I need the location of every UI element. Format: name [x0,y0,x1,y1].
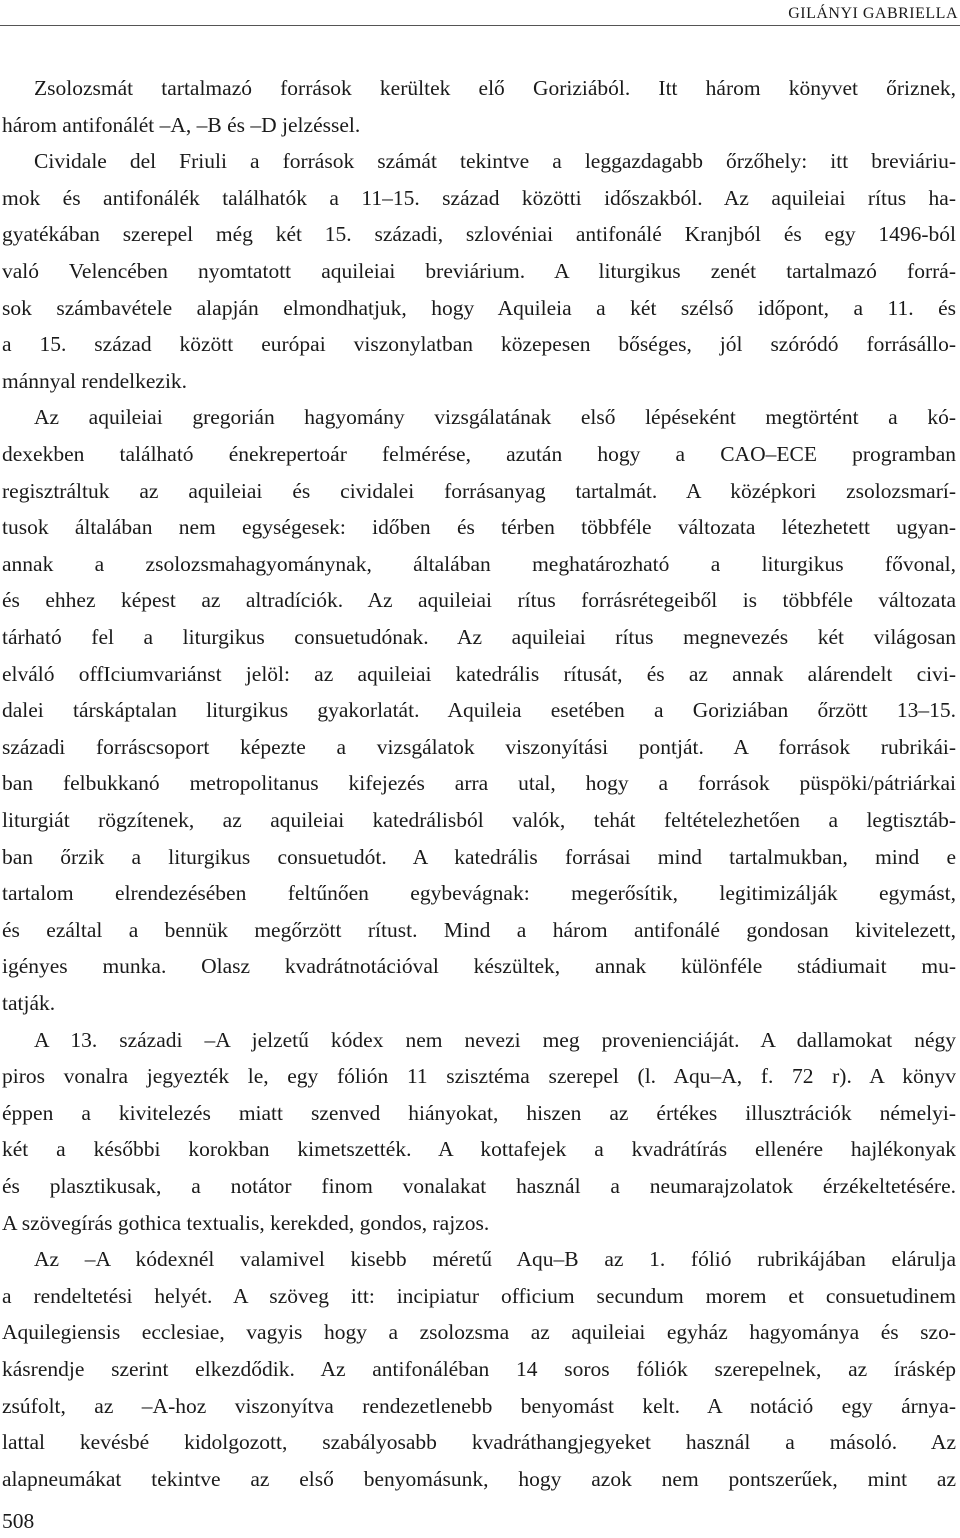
text-line: tusok általában nem egységesek: időben és térben többféle változata létezhetett ugyan- [2,515,956,540]
text-line: A szövegírás gothica textualis, kerekded, gondos, rajzos. [2,1210,490,1235]
text-line: századi forráscsoport képezte a vizsgálatok viszonyítási pontját. A források rubrikái- [2,734,956,759]
text-line: annak a zsolozsmahagyománynak, általában meghatározható a liturgikus fővonal, [2,551,956,576]
text-line: gyatékában szerepel még két 15. századi, szlovéniai antifonálé Kranjból és egy 1496-ból [2,222,956,247]
text-line: ban felbukkanó metropolitanus kifejezés arra utal, hogy a források püspöki/pátriárkai [2,771,956,796]
text-line: való Velencében nyomtatott aquileiai breviárium. A liturgikus zenét tartalmazó forrá- [2,259,956,283]
text-line: sok számbavétele alapján elmondhatjuk, hogy Aquileia a két szélső időpont, a 11. és [2,295,956,320]
text-line: mánnyal rendelkezik. [2,368,188,393]
text-line: éppen a kivitelezés miatt szenved hiányokat, hiszen az értékes illusztrációk némelyi- [2,1100,956,1125]
text-line: Aquilegiensis ecclesiae, vagyis hogy a zsolozsma az aquileiai egyház hagyománya és szo- [2,1320,956,1345]
text-line: és plasztikusak, a notátor finom vonalakat használ a neumarajzolatok érzékeltetésére. [2,1174,956,1198]
text-line: dexekben található énekrepertoár felmérése, azután hogy a CAO–ECE programban [2,442,956,466]
text-line: két a későbbi korokban kimetszették. A kottafejek a kvadrátírás ellenére hajlékonyak [2,1137,956,1162]
text-line: regisztráltuk az aquileiai és cividalei forrásanyag tartalmát. A középkori zsolozsmarí- [2,478,956,503]
text-line: piros vonalra jegyezték le, egy fólión 11 szisztéma szerepel (l. Aqu–A, f. 72 r). A könyv [2,1064,956,1089]
text-line: a rendeltetési helyét. A szöveg itt: incipiatur officium secundum morem et consuetudinem [2,1283,956,1308]
text-line: Zsolozsmát tartalmazó források kerültek elő Goriziából. Itt három könyvet őriznek, [34,76,956,100]
text-line: Az aquileiai gregorián hagyomány vizsgálatának első lépéseként megtörtént a kó- [34,405,956,430]
text-line: igényes munka. Olasz kvadrátnotációval készültek, annak különféle stádiumait mu- [2,954,956,979]
text-line: mok és antifonálék találhatók a 11–15. század közötti időszakból. Az aquileiai rítus ha- [2,185,956,210]
text-line: Az –A kódexnél valamivel kisebb méretű Aqu–B az 1. fólió rubrikájában elárulja [34,1247,956,1272]
text-line: a 15. század között európai viszonylatban közepesen bőséges, jól szóródó forrásállo- [2,332,956,357]
text-line: zsúfolt, az –A-hoz viszonyítva rendezetlenebb benyomást kelt. A notáció egy árnya- [2,1393,956,1418]
text-line: elváló offIciumvariánst jelöl: az aquileiai katedrális rítusát, és az annak alárendelt civi- [2,661,956,686]
text-line: tartalom elrendezésében feltűnően egybevágnak: megerősítik, legitimizálják egymást, [2,881,956,906]
text-line: alapneumákat tekintve az első benyomásunk, hogy azok nem pontszerűek, mint az [2,1466,956,1491]
text-line: lattal kevésbé kidolgozott, szabályosabb kvadráthangjegyeket használ a másoló. Az [2,1430,956,1455]
page-number: 508 [2,1509,35,1533]
text-line: Cividale del Friuli a források számát tekintve a leggazdagabb őrzőhely: itt breviáriu- [34,149,956,174]
text-line: és ehhez képest az altradíciók. Az aquileiai rítus forrásrétegeiből is többféle változata [2,588,956,613]
text-line: és ezáltal a bennük megőrzött rítust. Mind a három antifonálé gondosan kivitelezett, [2,917,956,942]
running-header [0,3,960,26]
text-line: ban őrzik a liturgikus consuetudót. A katedrális forrásai mind tartalmukban, mind e [2,844,956,869]
text-line: tatják. [2,991,56,1015]
text-line: három antifonálét –A, –B és –D jelzéssel. [2,112,361,137]
text-line: dalei társkáptalan liturgikus gyakorlatát. Aquileia esetében a Goriziában őrzött 13–15. [2,698,956,723]
running-title: GILÁNYI GABRIELLA [788,5,958,22]
text-line: A 13. századi –A jelzetű kódex nem nevezi meg provenienciáját. A dallamokat négy [34,1027,956,1052]
text-line: liturgiát rögzítenek, az aquileiai katedrálisból valók, tehát feltételezhetően a legtisztáb- [2,808,956,832]
text-line: tárható fel a liturgikus consuetudónak. Az aquileiai rítus megnevezés két világosan [2,625,956,649]
text-line: kásrendje szerint elkezdődik. Az antifonáléban 14 soros fóliók szerepelnek, az íráskép [2,1357,956,1381]
